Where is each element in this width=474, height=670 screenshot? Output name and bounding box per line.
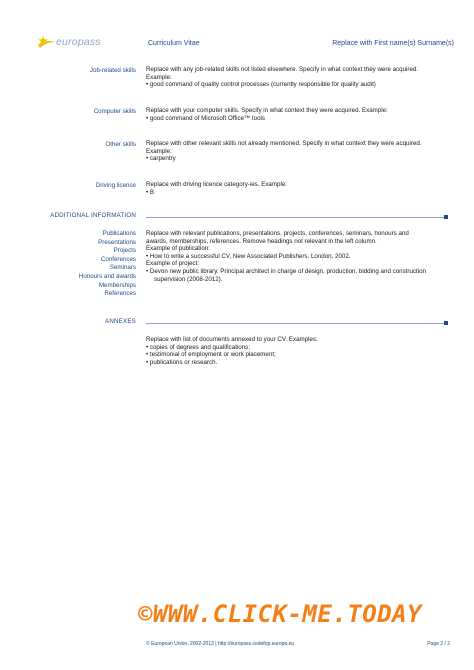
driving-licence-label: Driving licence [95,182,136,189]
name-placeholder: Replace with First name(s) Surname(s) [332,40,454,47]
heading-marker [444,215,448,219]
list-item: • B [146,189,451,197]
list-item: • publications or research. [146,359,451,367]
text-line: awards, memberships, references. Remove headings not relevant in the left column. [146,237,377,245]
annexes-heading [36,318,448,328]
other-skills-label: Other skills [105,141,136,148]
heading-divider [146,217,444,218]
label-references: References [104,290,136,298]
page-header [34,36,454,56]
text-line: Replace with any job-related skills not listed elsewhere. Specify in what context they were acquired. [146,66,419,73]
text-line: Example: [146,147,172,155]
computer-skills-content [146,107,451,122]
additional-info-heading [36,212,448,222]
computer-skills-label: Computer skills [93,108,136,115]
list-item: • copies of degrees and qualifications; [146,344,451,352]
driving-licence-content [146,181,451,196]
other-skills-content [146,140,451,163]
list-item: • good command of quality control processes (currently responsible for quality audit) [146,81,451,89]
europass-logo [34,32,144,56]
footer-copyright: © European Union, 2002-2013 | http://europass.cedefop.europa.eu [146,641,295,647]
additional-info-content [146,230,451,283]
label-seminars: Seminars [109,264,136,272]
label-honours-awards: Honours and awards [78,272,136,280]
label-conferences: Conferences [100,255,136,263]
job-skills-label: Job-related skills [89,67,136,74]
additional-info-labels [36,230,136,299]
text-line: Replace with driving licence category-ies. Example: [146,181,288,188]
annexes-content [146,336,451,366]
label-memberships: Memberships [98,281,136,289]
list-item: • Devon new public library. Principal architect in charge of design, production, bidding and construction [146,268,451,276]
label-presentations: Presentations [98,238,136,246]
heading-marker [444,321,448,325]
list-item: • testimonial of employment or work placement; [146,351,451,359]
list-item: • carpentry [146,155,451,163]
text-line: Example of publication: [146,245,210,253]
text-line: Example of project: [146,260,199,268]
list-item: • How to write a successful CV, New Associated Publishers, London, 2002. [146,253,451,261]
watermark: ©WWW.CLICK-ME.TODAY [138,600,423,628]
list-item-continuation: supervision (2008-2012). [154,275,223,283]
heading-divider [146,323,444,324]
text-line: Replace with list of documents annexed to your CV. Examples: [146,336,318,343]
cv-title: Curriculum Vitae [148,40,200,47]
text-line: Replace with other relevant skills not already mentioned. Specify in what context they were acquired. [146,140,422,147]
logo-text: europass [56,36,101,48]
page-number: Page 2 / 2 [427,641,450,647]
text-line: Example: [146,73,172,81]
section-heading: ANNEXES [105,318,136,325]
label-projects: Projects [113,247,136,255]
list-item: • good command of Microsoft Office™ tools [146,115,451,123]
job-skills-content [146,66,451,89]
section-heading: ADDITIONAL INFORMATION [50,212,136,219]
text-line: Replace with relevant publications, presentations, projects, conferences, seminars, honours and [146,230,409,237]
label-publications: Publications [102,230,136,237]
text-line: Replace with your computer skills. Specify in what context they were acquired. Example: [146,107,388,114]
